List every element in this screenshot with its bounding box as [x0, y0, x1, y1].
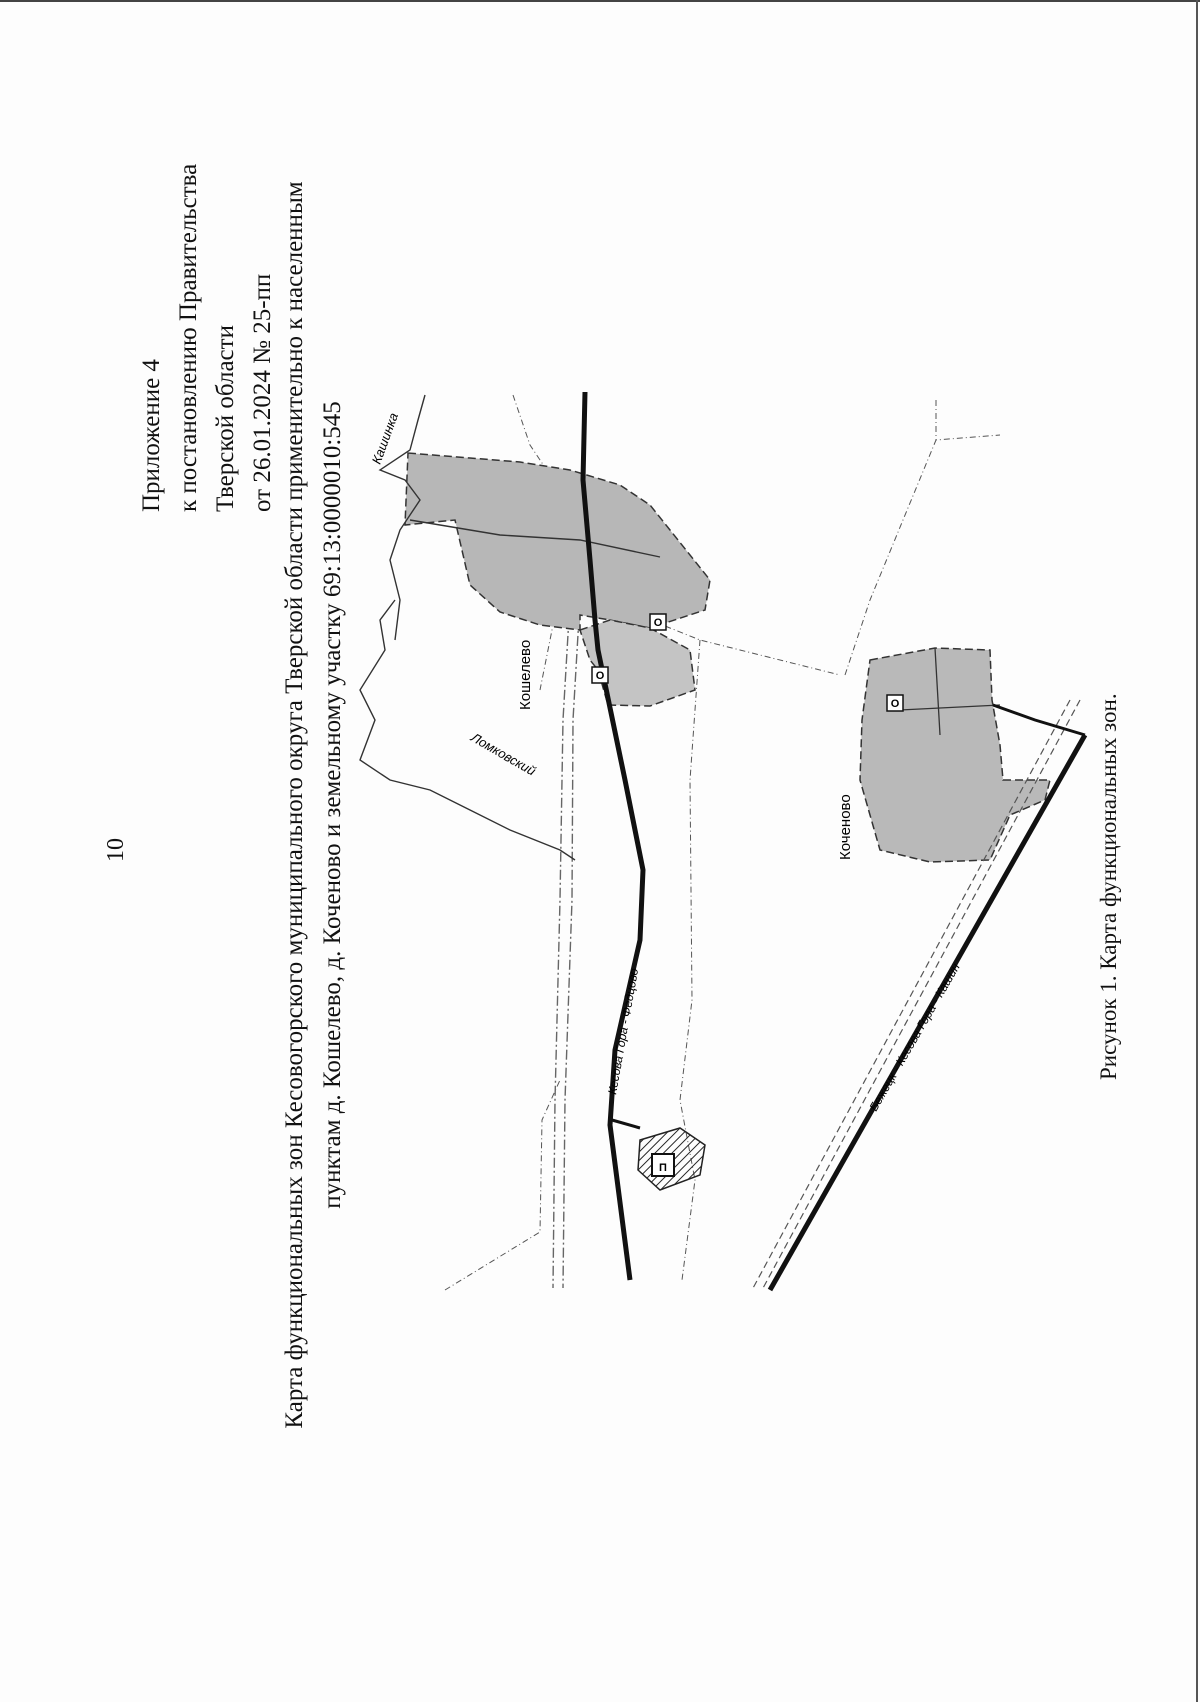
- figure-caption: Рисунок 1. Карта функциональных зон.: [1096, 693, 1121, 1080]
- kochenovo-access-road: [993, 705, 1085, 735]
- label-road-kesova-fedtsovo: Кесова Гора - Федцово: [605, 967, 642, 1096]
- koshelevo-zone-north: [405, 453, 710, 630]
- map-title-line-2: пунктам д. Кошелево, д. Коченово и земельному участку 69:13:0000010:545: [319, 401, 346, 1209]
- railway-lines: [553, 600, 580, 1288]
- label-kochenovo: Коченово: [837, 794, 854, 860]
- kochenovo-zones: [860, 648, 1050, 862]
- page-number: 10: [103, 838, 129, 862]
- annex-line-1: Приложение 4: [138, 359, 165, 512]
- map-title-line-1: Карта функциональных зон Кесовогорского муниципального округа Тверской области применительно к населенным: [281, 181, 308, 1429]
- zone-marker-koshelevo-2: О: [595, 670, 605, 682]
- annex-line-2: к постановлению Правительства: [175, 163, 202, 512]
- annex-line-3: Тверской области: [212, 325, 239, 512]
- kochenovo-zone: [860, 648, 1050, 862]
- road-spur: [612, 1120, 640, 1128]
- zone-marker-koshelevo-1: О: [653, 617, 663, 629]
- parcel-marker: П: [659, 1162, 667, 1174]
- koshelevo-zones: [405, 453, 710, 706]
- label-river-kashinka: Кашинка: [368, 410, 402, 467]
- river-lomkovskiy: [360, 600, 575, 860]
- annex-line-4: от 26.01.2024 № 25-пп: [249, 273, 276, 512]
- label-koshelevo: Кошелево: [517, 639, 534, 710]
- label-river-lomkovskiy: Ломковский: [468, 729, 539, 779]
- label-road-bezhetsk-kashin: Бежецк - Кесова Гора - Кашин: [866, 960, 963, 1114]
- zone-marker-kochenovo: О: [890, 698, 900, 710]
